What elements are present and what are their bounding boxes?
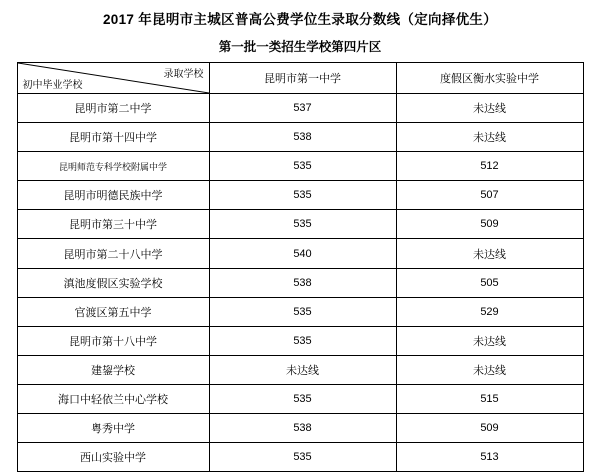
table-row xyxy=(17,297,583,326)
table-row xyxy=(17,355,583,384)
cell-score-1: 540 xyxy=(209,239,396,268)
page-title: 2017 年昆明市主城区普高公费学位生录取分数线（定向择优生） xyxy=(102,12,498,27)
cell-score-1: 535 xyxy=(209,181,396,210)
table-row xyxy=(17,326,583,355)
cell-school-name: 粤秀中学 xyxy=(17,414,209,443)
cell-score-2: 未达线 xyxy=(396,94,583,123)
table-row xyxy=(17,239,583,268)
cell-school-name: 昆明师范专科学校附属中学 xyxy=(17,152,209,181)
table-row xyxy=(17,181,583,210)
cell-score-1: 538 xyxy=(209,268,396,297)
table-row xyxy=(17,443,583,472)
table-corner-cell xyxy=(17,63,209,94)
corner-label-graduating-school: 初中毕业学校 xyxy=(22,80,83,91)
cell-school-name: 昆明市第十八中学 xyxy=(17,326,209,355)
cell-score-1: 535 xyxy=(209,326,396,355)
cell-school-name: 海口中轻依兰中心学校 xyxy=(17,384,209,413)
cell-score-1: 535 xyxy=(209,384,396,413)
cell-score-1: 538 xyxy=(209,123,396,152)
cell-score-2: 未达线 xyxy=(396,239,583,268)
cell-score-2: 513 xyxy=(396,443,583,472)
cell-score-2: 未达线 xyxy=(396,326,583,355)
cell-score-1: 535 xyxy=(209,152,396,181)
cell-school-name: 西山实验中学 xyxy=(17,443,209,472)
cell-school-name: 昆明市第十四中学 xyxy=(17,123,209,152)
cell-score-1: 535 xyxy=(209,210,396,239)
cell-score-2: 507 xyxy=(396,181,583,210)
score-table xyxy=(17,62,584,472)
cell-school-name: 昆明市明德民族中学 xyxy=(17,181,209,210)
cell-score-1: 538 xyxy=(209,414,396,443)
table-row xyxy=(17,152,583,181)
table-row xyxy=(17,123,583,152)
cell-school-name: 滇池度假区实验学校 xyxy=(17,268,209,297)
table-row xyxy=(17,94,583,123)
corner-label-admitting-school: 录取学校 xyxy=(163,69,204,80)
page-subtitle: 第一批一类招生学校第四片区 xyxy=(218,40,382,54)
table-row xyxy=(17,210,583,239)
cell-school-name: 昆明市第二中学 xyxy=(17,94,209,123)
cell-school-name: 昆明市第三十中学 xyxy=(17,210,209,239)
table-row xyxy=(17,384,583,413)
table-row xyxy=(17,268,583,297)
cell-score-2: 505 xyxy=(396,268,583,297)
cell-score-2: 512 xyxy=(396,152,583,181)
table-header-row xyxy=(17,63,583,94)
cell-score-2: 未达线 xyxy=(396,355,583,384)
cell-score-2: 未达线 xyxy=(396,123,583,152)
cell-score-2: 515 xyxy=(396,384,583,413)
cell-school-name: 昆明市第二十八中学 xyxy=(17,239,209,268)
cell-score-2: 529 xyxy=(396,297,583,326)
cell-school-name: 建鋆学校 xyxy=(17,355,209,384)
cell-score-1: 未达线 xyxy=(209,355,396,384)
column-header-1: 昆明市第一中学 xyxy=(209,63,396,94)
cell-score-2: 509 xyxy=(396,210,583,239)
cell-score-2: 509 xyxy=(396,414,583,443)
table-row xyxy=(17,414,583,443)
cell-score-1: 535 xyxy=(209,297,396,326)
column-header-2: 度假区衡水实验中学 xyxy=(396,63,583,94)
cell-school-name: 官渡区第五中学 xyxy=(17,297,209,326)
cell-score-1: 537 xyxy=(209,94,396,123)
cell-score-1: 535 xyxy=(209,443,396,472)
